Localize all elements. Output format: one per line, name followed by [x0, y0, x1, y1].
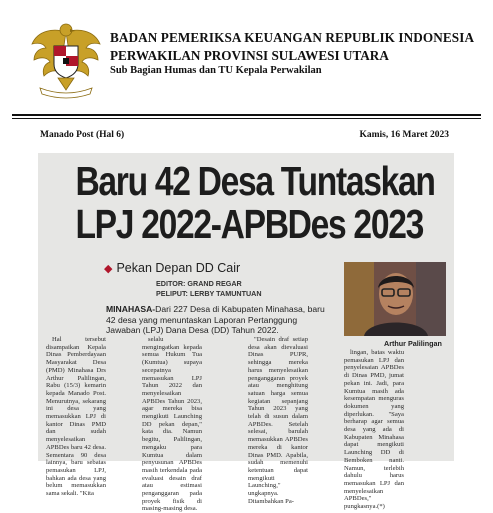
- kicker-text: Pekan Depan DD Cair: [116, 261, 241, 275]
- column-2-text: selalu mengingatkan kepada semua Hukum Tua (Kumtua) supaya secepatnya memasukan LPJ Tahun 2022 dan menyelesaikan APBDes Tahun 2023, agar mereka bisa mengikuti Launching DD pekan depan," kata dia. Namun begitu, Palilingan, mengaku para Kumtua dalam penyusunan APBDes masih terkendala pada evaluasi desain draf atau estimasi penganggaran pada proyek fisik di masing-masing desa.: [142, 336, 202, 513]
- org-name-line2: PERWAKILAN PROVINSI SULAWESI UTARA: [110, 48, 389, 63]
- body-column-1: [46, 336, 106, 498]
- header-divider: [12, 114, 481, 116]
- garuda-emblem-icon: [30, 18, 102, 98]
- headline-line1: Baru 42 Desa Tuntaskan: [75, 158, 435, 204]
- org-name-line3: Sub Bagian Humas dan TU Kepala Perwakilan: [110, 65, 322, 76]
- org-name-line1: BADAN PEMERIKSA KEUANGAN REPUBLIK INDONESIA: [110, 30, 475, 45]
- column-4-text: lingan, batas waktu pemasukan LPJ dan penyelesaian APBDes di Dinas PMD, jumat pekan ini. Jadi, para Kumtua masih ada kesempatan menguras dokumen yang diperlukan. "Saya berharap agar semua desa yang ada di Kabupaten Minahasa dapat mengikuti Launching DD di Bemboken nanti. Namun, terlebih dahulu harus memasukan LPJ dan menyelesaikan APBDes," pungkasnya.(*): [344, 349, 404, 511]
- header-divider-thin: [12, 118, 481, 119]
- news-clipping: [38, 153, 454, 513]
- lead-paragraph: [106, 304, 330, 336]
- lead-dateline: MINAHASA-: [106, 304, 156, 314]
- source-label: Manado Post (Hal 6): [40, 130, 125, 140]
- diamond-bullet-icon: ◆: [104, 263, 113, 275]
- editor-credit: EDITOR: GRAND REGAR: [156, 279, 242, 288]
- column-1-text: Hal tersebut disampaikan Kepala Dinas Pemberdayaan Masyarakat Desa (PMD) Minahasa Drs Arthur Palilingan, Rabu (15/3) kemarin kepada Manado Post. Menurutnya, sekarang ini desa yang memasukkan LPJ di kantor Dinas PMD dan sudah menyelesaikan APBDes baru 42 desa. Sementara 90 desa lainnya, baru sebatas pemasukan LPJ, bahkan ada desa yang belum memasukkan sama sekali. "Kita: [46, 336, 106, 498]
- headline-line2: LPJ 2022-APBDes 2023: [75, 201, 423, 247]
- letterhead: [0, 0, 493, 112]
- body-column-4: [344, 349, 404, 511]
- column-3-text: "Desain draf setiap desa akan dievaluasi Dinas PUPR, sehingga mereka harus menyelesaikan penganggaran proyek atau menghitung satuan harga semua kegiatan sepanjang Tahun 2023 yang telah di susun dalam APBDes. Setelah selesai, barulah memasukkan APBDes mereka di kantor Dinas PMD. Apabila, sudah memenuhi ketentuan dapat mengikuti Launching," ungkapnya. Ditambahkan Pa-: [248, 336, 308, 505]
- date-label: Kamis, 16 Maret 2023: [359, 130, 449, 140]
- reporter-credit: PELIPUT: LERBY TAMUNTUAN: [156, 289, 262, 298]
- body-column-2: [142, 336, 202, 513]
- kicker: [104, 261, 240, 275]
- body-column-3: [248, 336, 308, 505]
- portrait-photo: [344, 262, 446, 336]
- portrait-image: [344, 262, 446, 336]
- photo-caption: Arthur Palilingan: [384, 339, 442, 348]
- lead-text: Dari 227 Desa di Kabupaten Minahasa, baru 42 desa yang menuntaskan Laporan Pertanggung Jawaban (LPJ) Dana Desa (DD) Tahun 2022.: [106, 304, 325, 336]
